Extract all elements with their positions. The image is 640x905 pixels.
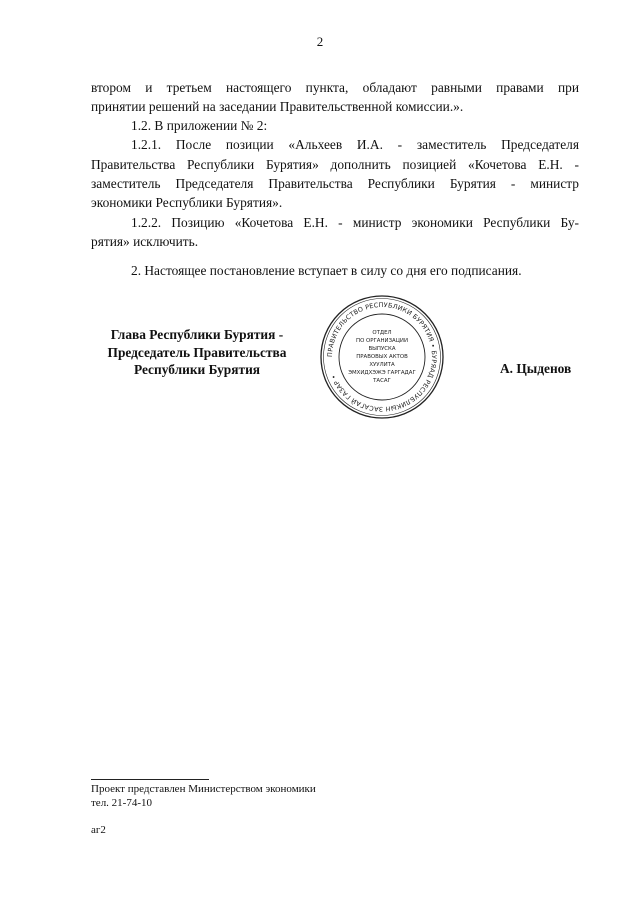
body-line-5: Правительства Республики Бурятия» дополнить позицией «Кочетова Е.Н. - <box>91 157 579 172</box>
signatory-title <box>90 326 304 379</box>
body-line-9: рятия» исключить. <box>91 234 199 249</box>
page-number: 2 <box>316 34 324 49</box>
body-line-10: 2. Настоящее постановление вступает в силу со дня его подписания. <box>131 263 522 278</box>
seal-line-6: ЭМХИДХЭЖЭ ГАРГАДАГ <box>348 370 416 376</box>
signatory-title-line-3: Республики Бурятия <box>133 362 261 377</box>
seal-line-4: ПРАВОВЫХ АКТОВ <box>356 354 408 360</box>
footnote-note: Проект представлен Министерством экономики <box>91 783 316 795</box>
seal-line-3: ВЫПУСКА <box>368 346 396 352</box>
official-seal <box>319 294 445 420</box>
footnote-divider <box>91 779 209 780</box>
signatory-title-line-2: Председатель Правительства <box>107 344 287 360</box>
signatory-name: А. Цыденов <box>500 361 572 376</box>
seal-outer-text: ПРАВИТЕЛЬСТВО РЕСПУБЛИКИ БУРЯТИЯ • БУРЯАД РЕСПУБЛИКЫН ЗАСАГАЙ ГАЗАР • <box>325 300 439 414</box>
body-line-8: 1.2.2. Позицию «Кочетова Е.Н. - министр экономики Республики Бу- <box>131 215 579 230</box>
seal-line-5: ХУУЛИТА <box>369 362 395 368</box>
body-line-2: принятии решений на заседании Правительственной комиссии.». <box>91 99 464 114</box>
seal-line-2: ПО ОРГАНИЗАЦИИ <box>356 338 408 344</box>
body-line-4: 1.2.1. После позиции «Альхеев И.А. - заместитель Председателя <box>131 137 579 152</box>
seal-line-1: ОТДЕЛ <box>372 330 392 336</box>
document-code: аг2 <box>91 824 106 836</box>
body-line-1: втором и третьем настоящего пункта, обладают равными правами при <box>91 80 579 95</box>
seal-line-7: ТАСАГ <box>373 378 391 384</box>
footnote-phone: тел. 21-74-10 <box>91 797 153 809</box>
body-line-3: 1.2. В приложении № 2: <box>131 118 268 133</box>
signatory-title-line-1: Глава Республики Бурятия - <box>110 327 284 342</box>
body-line-7: экономики Республики Бурятия». <box>91 195 283 210</box>
body-line-6: заместитель Председателя Правительства Республики Бурятия - министр <box>91 176 579 191</box>
